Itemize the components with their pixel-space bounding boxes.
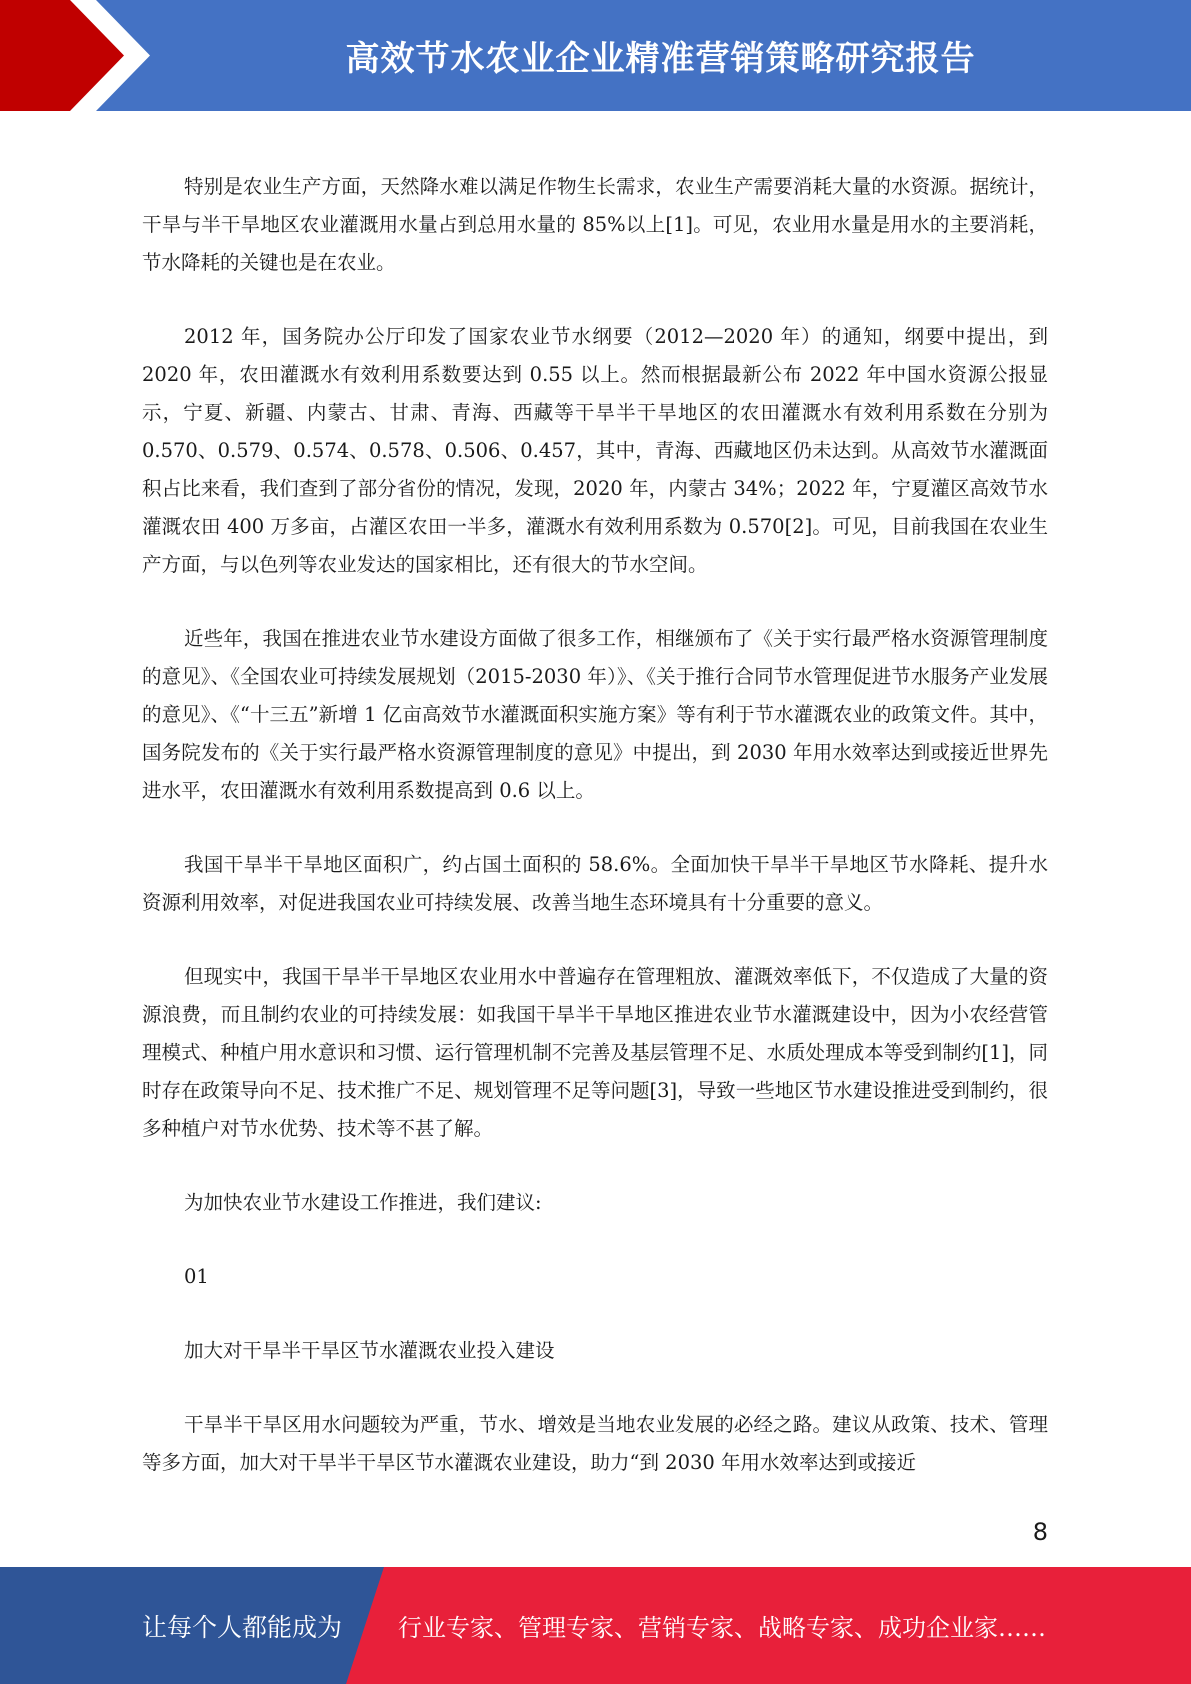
section-number: 01 — [184, 1265, 209, 1288]
paragraph-5: 但现实中，我国干旱半干旱地区农业用水中普遍存在管理粗放、灌溉效率低下，不仅造成了大量的资源浪费，而且制约农业的可持续发展：如我国干旱半干旱地区推进农业节水灌溉建设中，因为小农经营管理模式、种植户用水意识和习惯、运行管理机制不完善及基层管理不足、水质处理成本等受到制约[1]，同时存在政策导向不足、技术推广不足、规划管理不足等问题[3]，导致一些地区节水建设推进受到制约，很多种植户对节水优势、技术等不甚了解。 — [142, 965, 1048, 1140]
document-body — [142, 168, 1048, 1518]
footer-slogan-left: 让每个人都能成为 — [142, 1612, 343, 1642]
paragraph-3: 近些年，我国在推进农业节水建设方面做了很多工作，相继颁布了《关于实行最严格水资源管理制度的意见》、《全国农业可持续发展规划（2015-2030 年）》、《关于推行合同节水管理促进节水服务产业发展的意见》、《“十三五”新增 1 亿亩高效节水灌溉面积实施方案》等有利于节水灌溉农业的政策文件。其中，国务院发布的《关于实行最严格水资源管理制度的意见》中提出，到 2030 年用水效率达到或接近世界先进水平，农田灌溉水有效利用系数提高到 0.6 以上。 — [142, 627, 1048, 802]
paragraph-1: 特别是农业生产方面，天然降水难以满足作物生长需求，农业生产需要消耗大量的水资源。据统计，干旱与半干旱地区农业灌溉用水量占到总用水量的 85%以上[1]。可见，农业用水量是用水的主要消耗，节水降耗的关键也是在农业。 — [142, 175, 1048, 274]
footer-slogan-right: 行业专家、管理专家、营销专家、战略专家、成功企业家…… — [398, 1614, 1046, 1642]
red-chevron-decoration — [0, 0, 160, 111]
paragraph-4: 我国干旱半干旱地区面积广，约占国土面积的 58.6%。全面加快干旱半干旱地区节水降耗、提升水资源利用效率，对促进我国农业可持续发展、改善当地生态环境具有十分重要的意义。 — [142, 853, 1048, 914]
footer-banner — [0, 1567, 1191, 1684]
paragraph-7: 干旱半干旱区用水问题较为严重，节水、增效是当地农业发展的必经之路。建议从政策、技术、管理等多方面，加大对干旱半干旱区节水灌溉农业建设，助力“到 2030 年用水效率达到或接近 — [142, 1413, 1048, 1474]
page-number: 8 — [1032, 1518, 1048, 1546]
section-heading: 加大对干旱半干旱区节水灌溉农业投入建设 — [184, 1339, 555, 1362]
paragraph-2: 2012 年，国务院办公厅印发了国家农业节水纲要（2012—2020 年）的通知，纲要中提出，到 2020 年，农田灌溉水有效利用系数要达到 0.55 以上。然而根据最新公布 2022 年中国水资源公报显示，宁夏、新疆、内蒙古、甘肃、青海、西藏等干旱半干旱地区的农田灌溉水有效利用系数在分别为 0.570、0.579、0.574、0.578、0.506、0.457，其中，青海、西藏地区仍未达到。从高效节水灌溉面积占比来看，我们查到了部分省份的情况，发现，2020 年，内蒙古 34%；2022 年，宁夏灌区高效节水灌溉农田 400 万多亩，占灌区农田一半多，灌溉水有效利用系数为 0.570[2]。可见，目前我国在农业生产方面，与以色列等农业发达的国家相比，还有很大的节水空间。 — [142, 325, 1048, 576]
paragraph-6: 为加快农业节水建设工作推进，我们建议: — [184, 1191, 542, 1214]
header-banner — [0, 0, 1191, 111]
report-title: 高效节水农业企业精准营销策略研究报告 — [345, 39, 976, 79]
